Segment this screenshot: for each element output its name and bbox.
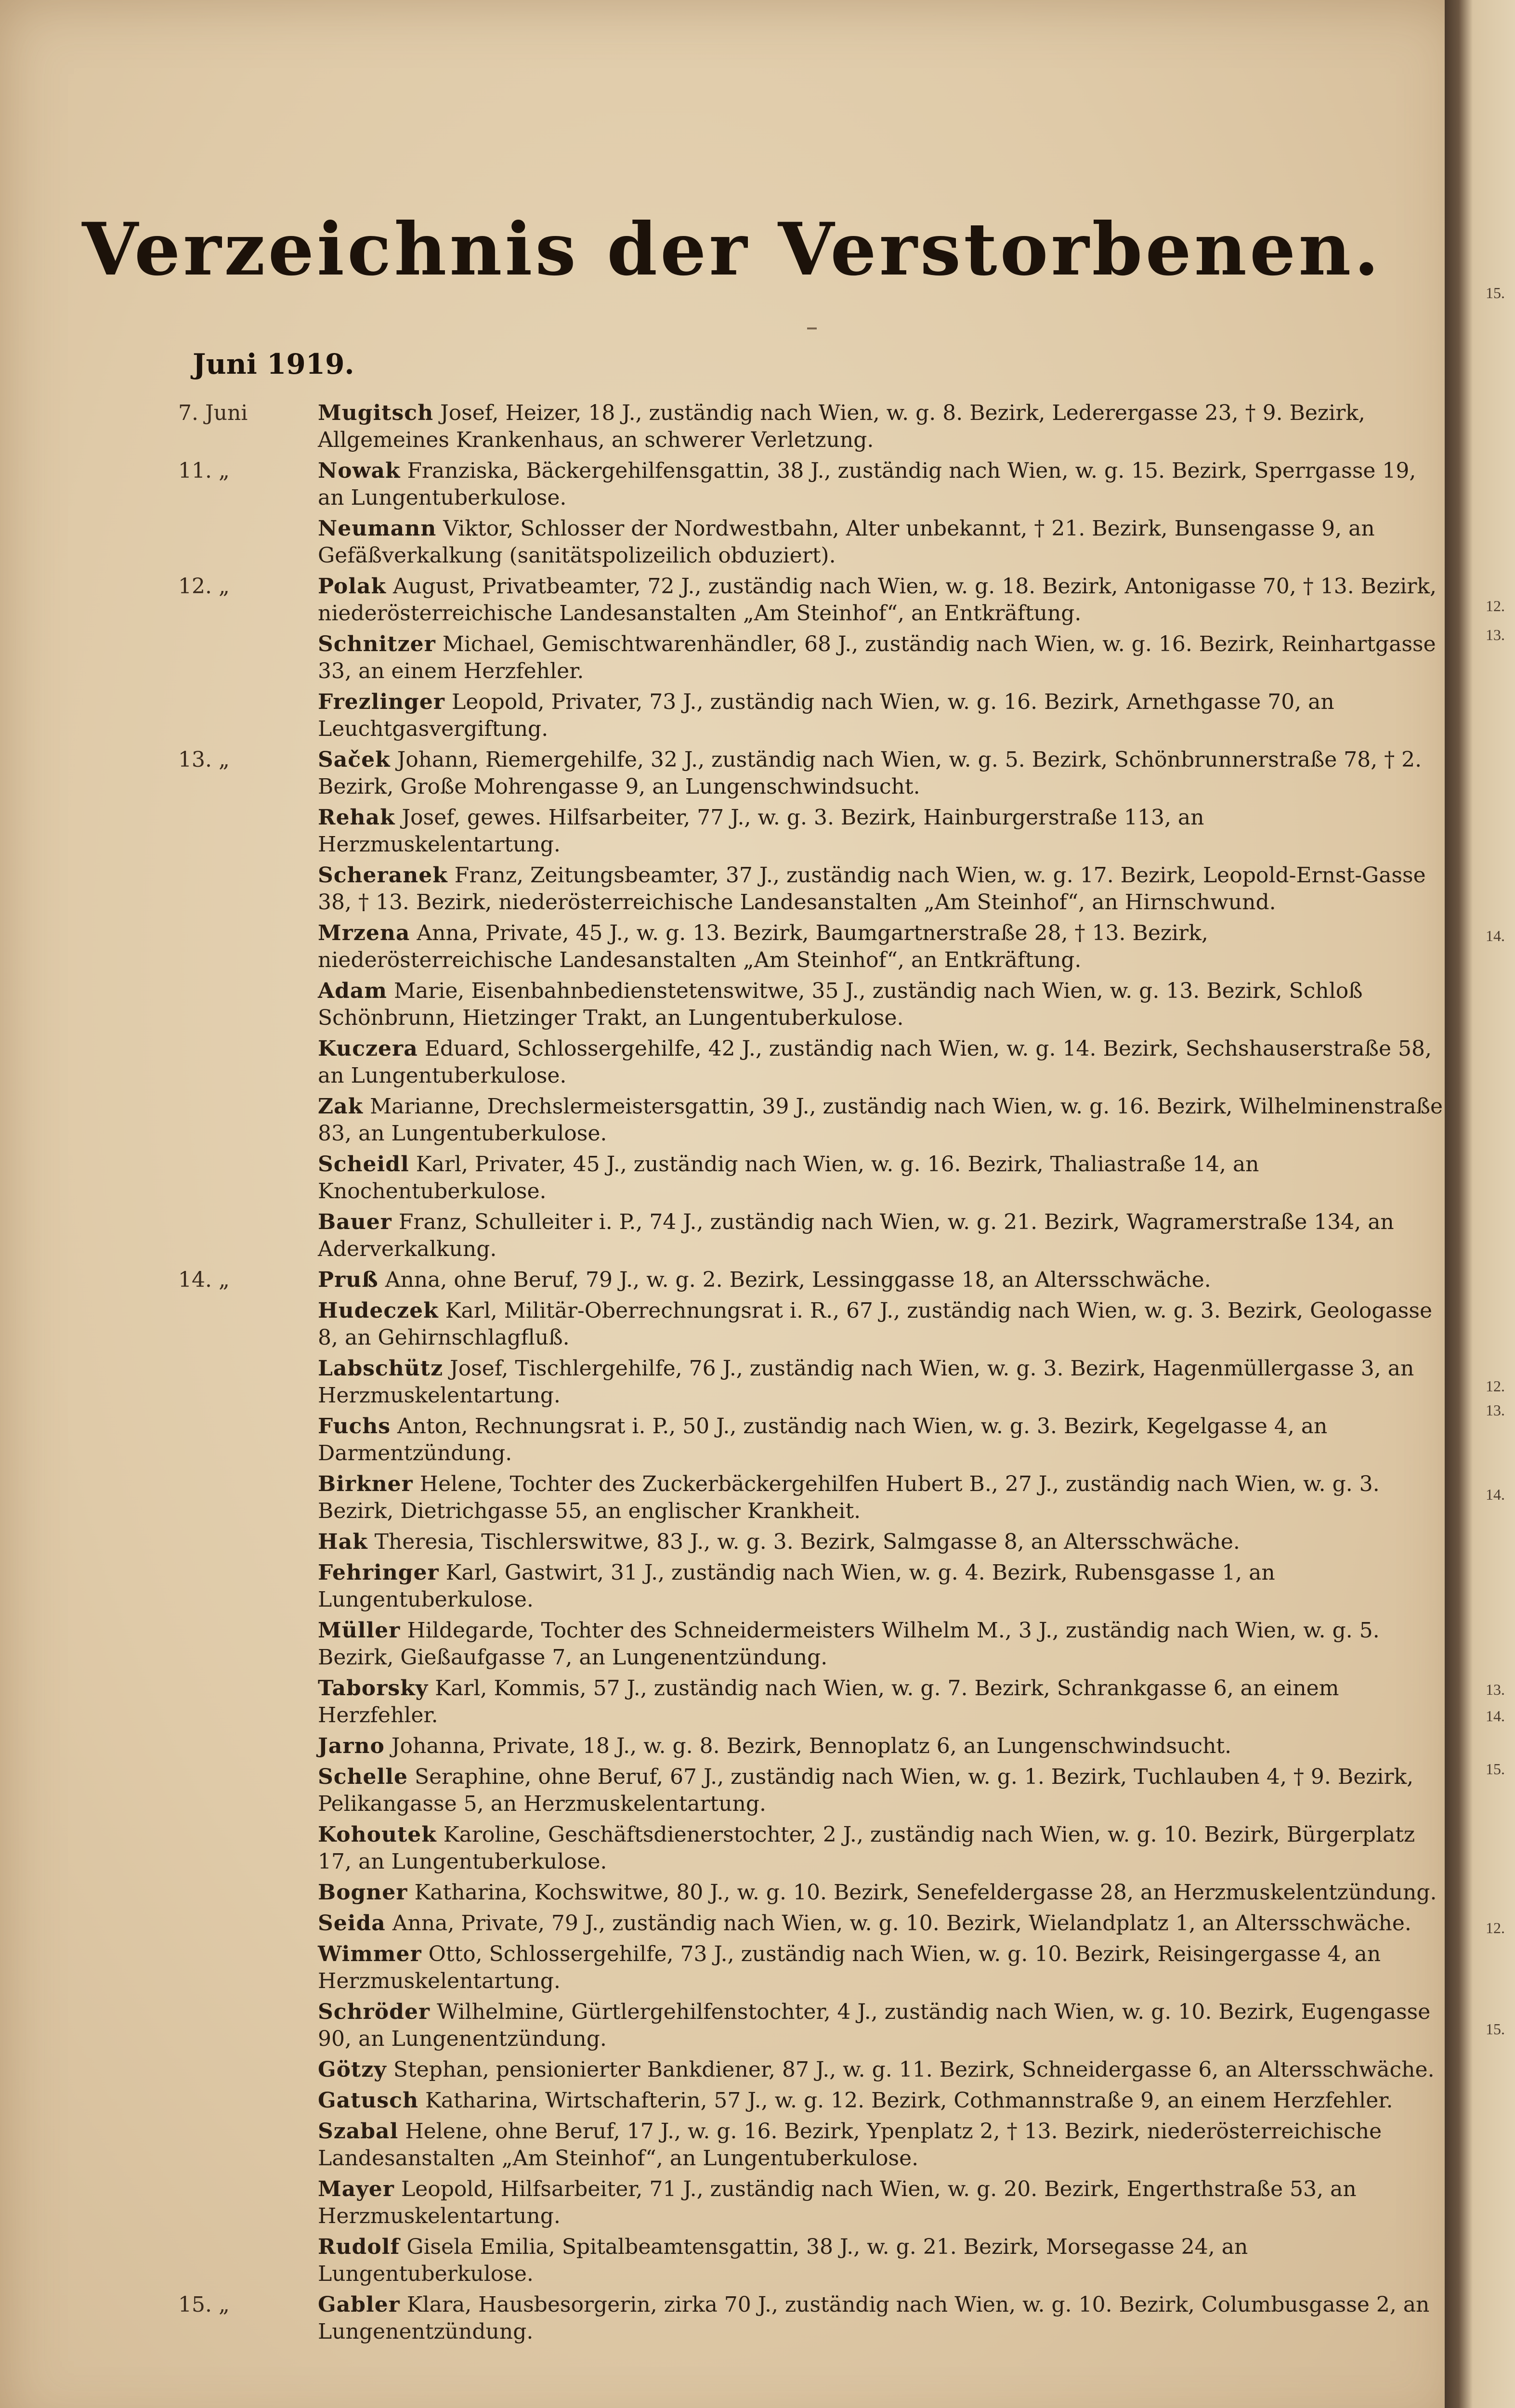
entry-date: 7. Juni [178,401,248,425]
list-item [178,746,1450,800]
entry-details: Theresia, Tischlerswitwe, 83 J., w. g. 3. Bezirk, Salmgasse 8, an Altersschwäche. [374,1530,1240,1554]
entry-body [318,1764,1445,1818]
list-item [178,1297,1450,1351]
entry-body [318,1151,1445,1205]
deceased-surname: Schelle [318,1765,408,1789]
list-item [178,515,1450,569]
deceased-surname: Jarno [318,1734,385,1758]
entry-body [318,2234,1445,2288]
deceased-surname: Müller [318,1618,401,1643]
deceased-surname: Taborsky [318,1676,429,1701]
adjacent-page-number: 14. [1486,1707,1505,1725]
list-item [178,1471,1450,1525]
month-heading: Juni 1919. [193,348,354,380]
entry-date: 11. „ [178,458,230,483]
entry-details: Johanna, Private, 18 J., w. g. 8. Bezirk, Bennoplatz 6, an Lungenschwindsucht. [391,1734,1232,1758]
entry-details: Josef, Tischlergehilfe, 76 J., zuständig nach Wien, w. g. 3. Bezirk, Hagenmüllergasse 3, an Herzmuskelentartung. [318,1356,1414,1408]
entry-body [318,1821,1445,1875]
entry-body [318,1297,1445,1351]
list-item [178,2056,1450,2083]
deceased-surname: Szabal [318,2119,399,2144]
entry-details: Hildegarde, Tochter des Schneidermeisters Wilhelm M., 3 J., zuständig nach Wien, w. g. 5. Bezirk, Gießaufgasse 7, an Lungenentzündung. [318,1618,1380,1670]
list-item [178,400,1450,454]
deceased-surname: Mrzena [318,921,410,945]
list-item [178,1151,1450,1205]
deceased-surname: Kuczera [318,1036,418,1061]
entry-details: Viktor, Schlosser der Nordwestbahn, Alter unbekannt, † 21. Bezirk, Bunsengasse 9, an Gefäßverkalkung (sanitätspolizeilich obduziert). [318,516,1375,568]
entry-body [318,1910,1445,1937]
entry-date: 13. „ [178,747,230,772]
adjacent-page-number: 12. [1486,1919,1505,1937]
adjacent-page-number: 15. [1486,2020,1505,2038]
adjacent-page-number: 12. [1486,1377,1505,1395]
entry-details: Otto, Schlossergehilfe, 73 J., zuständig nach Wien, w. g. 10. Bezirk, Reisingergasse 4, an Herzmuskelentartung. [318,1942,1381,1993]
deceased-surname: Fuchs [318,1414,391,1439]
entry-details: Franz, Schulleiter i. P., 74 J., zuständig nach Wien, w. g. 21. Bezirk, Wagramerstraße 134, an Aderverkalkung. [318,1210,1394,1261]
list-item [178,573,1450,627]
entry-body [318,2056,1445,2083]
deceased-surname: Rudolf [318,2235,400,2259]
entry-body [318,631,1445,685]
list-item [178,1941,1450,1995]
entry-body [318,1267,1445,1294]
list-item [178,1209,1450,1263]
entry-details: Anna, ohne Beruf, 79 J., w. g. 2. Bezirk, Lessinggasse 18, an Altersschwäche. [385,1268,1211,1292]
deceased-surname: Mugitsch [318,401,434,425]
deceased-surname: Rehak [318,805,395,830]
entry-body [318,804,1445,858]
entry-body [318,1879,1445,1906]
deceased-surname: Hak [318,1530,368,1554]
deceased-surname: Nowak [318,458,401,483]
entry-body [318,1733,1445,1760]
entry-body [318,1999,1445,2053]
list-item [178,2176,1450,2230]
adjacent-page-number: 13. [1486,1681,1505,1698]
adjacent-page-number: 14. [1486,1486,1505,1503]
entry-body [318,1413,1445,1467]
entry-details: Marie, Eisenbahnbedienstetenswitwe, 35 J., zuständig nach Wien, w. g. 13. Bezirk, Schloß Schönbrunn, Hietzinger Trakt, an Lungentuberkulose. [318,979,1363,1030]
deceased-surname: Polak [318,574,386,599]
deceased-surname: Hudeczek [318,1298,439,1323]
adjacent-page-edge [1445,0,1515,2408]
adjacent-page-number: 13. [1486,626,1505,643]
list-item [178,1559,1450,1613]
title-dash [807,327,817,329]
entry-details: Seraphine, ohne Beruf, 67 J., zuständig nach Wien, w. g. 1. Bezirk, Tuchlauben 4, † 9. Bezirk, Pelikangasse 5, an Herzmuskelentartung. [318,1765,1414,1816]
entry-body [318,2291,1445,2345]
list-item [178,1093,1450,1147]
deceased-surname: Fehringer [318,1560,439,1585]
deceased-surname: Gatusch [318,2088,418,2113]
entry-body [318,862,1445,916]
death-register-list [178,400,1450,2349]
page-title: Verzeichnis der Verstorbenen. [82,207,1382,292]
entry-details: Anna, Private, 79 J., zuständig nach Wien, w. g. 10. Bezirk, Wielandplatz 1, an Altersschwäche. [392,1911,1411,1936]
entry-details: Franziska, Bäckergehilfensgattin, 38 J., zuständig nach Wien, w. g. 15. Bezirk, Sperrgasse 19, an Lungentuberkulose. [318,458,1416,510]
list-item [178,1035,1450,1089]
entry-body [318,920,1445,974]
list-item [178,978,1450,1032]
entry-body [318,1035,1445,1089]
list-item [178,2087,1450,2114]
entry-details: Katharina, Kochswitwe, 80 J., w. g. 10. Bezirk, Senefeldergasse 28, an Herzmuskelentzündung. [414,1880,1437,1905]
list-item [178,804,1450,858]
adjacent-page-number: 12. [1486,597,1505,615]
list-item [178,1413,1450,1467]
list-item [178,1267,1450,1294]
deceased-surname: Pruß [318,1268,379,1292]
entry-details: Katharina, Wirtschafterin, 57 J., w. g. 12. Bezirk, Cothmannstraße 9, an einem Herzfehler. [425,2088,1393,2113]
list-item [178,2118,1450,2172]
adjacent-page-number: 15. [1486,1760,1505,1778]
entry-details: Gisela Emilia, Spitalbeamtensgattin, 38 J., w. g. 21. Bezirk, Morsegasse 24, an Lungentuberkulose. [318,2235,1248,2286]
deceased-surname: Birkner [318,1472,413,1496]
entry-body [318,1209,1445,1263]
adjacent-page-number: 15. [1486,284,1505,301]
deceased-surname: Mayer [318,2177,394,2201]
entry-body [318,1529,1445,1556]
entry-body [318,1559,1445,1613]
deceased-surname: Neumann [318,516,437,541]
deceased-surname: Bauer [318,1210,392,1234]
deceased-surname: Saček [318,747,391,772]
deceased-surname: Wimmer [318,1942,422,1966]
entry-details: Franz, Zeitungsbeamter, 37 J., zuständig nach Wien, w. g. 17. Bezirk, Leopold-Ernst-Gasse 38, † 13. Bezirk, niederösterreichische Landesanstalten „Am Steinhof“, an Hirnschwund. [318,863,1426,915]
list-item [178,1675,1450,1729]
deceased-surname: Kohoutek [318,1822,437,1847]
entry-body [318,2176,1445,2230]
entry-details: Helene, ohne Beruf, 17 J., w. g. 16. Bezirk, Ypenplatz 2, † 13. Bezirk, niederösterreichische Landesanstalten „Am Steinhof“, an Lungentuberkulose. [318,2119,1382,2171]
entry-body [318,1355,1445,1409]
entry-body [318,573,1445,627]
list-item [178,920,1450,974]
deceased-surname: Bogner [318,1880,408,1905]
entry-body [318,2118,1445,2172]
list-item [178,1910,1450,1937]
entry-body [318,746,1445,800]
entry-details: Karoline, Geschäftsdienerstochter, 2 J., zuständig nach Wien, w. g. 10. Bezirk, Bürgerplatz 17, an Lungentuberkulose. [318,1822,1415,1874]
list-item [178,1764,1450,1818]
entry-details: Leopold, Privater, 73 J., zuständig nach Wien, w. g. 16. Bezirk, Arnethgasse 70, an Leuchtgasvergiftung. [318,690,1334,741]
entry-body [318,978,1445,1032]
list-item [178,1733,1450,1760]
entry-body [318,515,1445,569]
entry-details: Karl, Gastwirt, 31 J., zuständig nach Wien, w. g. 4. Bezirk, Rubensgasse 1, an Lungentuberkulose. [318,1560,1275,1612]
list-item [178,2234,1450,2288]
entry-details: Leopold, Hilfsarbeiter, 71 J., zuständig nach Wien, w. g. 20. Bezirk, Engerthstraße 53, an Herzmuskelentartung. [318,2177,1357,2228]
deceased-surname: Götzy [318,2057,387,2082]
entry-details: Johann, Riemergehilfe, 32 J., zuständig nach Wien, w. g. 5. Bezirk, Schönbrunnerstraße 78, † 2. Bezirk, Große Mohrengasse 9, an Lungenschwindsucht. [318,747,1422,799]
entry-body [318,689,1445,743]
entry-body [318,1093,1445,1147]
list-item [178,1999,1450,2053]
list-item [178,1529,1450,1556]
list-item [178,1879,1450,1906]
deceased-surname: Gabler [318,2292,400,2317]
deceased-surname: Labschütz [318,1356,444,1381]
entry-details: Anna, Private, 45 J., w. g. 13. Bezirk, Baumgartnerstraße 28, † 13. Bezirk, niederösterreichische Landesanstalten „Am Steinhof“, an Entkräftung. [318,921,1208,972]
adjacent-page-number: 14. [1486,927,1505,944]
entry-details: Michael, Gemischtwarenhändler, 68 J., zuständig nach Wien, w. g. 16. Bezirk, Reinhartgasse 33, an einem Herzfehler. [318,632,1436,683]
entry-details: August, Privatbeamter, 72 J., zuständig nach Wien, w. g. 18. Bezirk, Antonigasse 70, † 13. Bezirk, niederösterreichische Landesanstalten „Am Steinhof“, an Entkräftung. [318,574,1437,626]
deceased-surname: Schnitzer [318,632,436,656]
entry-body [318,1471,1445,1525]
list-item [178,458,1450,511]
entry-details: Karl, Militär-Oberrechnungsrat i. R., 67 J., zuständig nach Wien, w. g. 3. Bezirk, Geologasse 8, an Gehirnschlagfluß. [318,1298,1433,1350]
list-item [178,631,1450,685]
list-item [178,1821,1450,1875]
entry-details: Karl, Kommis, 57 J., zuständig nach Wien, w. g. 7. Bezirk, Schrankgasse 6, an einem Herzfehler. [318,1676,1339,1727]
entry-details: Helene, Tochter des Zuckerbäckergehilfen Hubert B., 27 J., zuständig nach Wien, w. g. 3. Bezirk, Dietrichgasse 55, an englischer Krankheit. [318,1472,1380,1523]
entry-date: 12. „ [178,574,230,599]
entry-details: Karl, Privater, 45 J., zuständig nach Wien, w. g. 16. Bezirk, Thaliastraße 14, an Knochentuberkulose. [318,1152,1259,1204]
entry-details: Anton, Rechnungsrat i. P., 50 J., zuständig nach Wien, w. g. 3. Bezirk, Kegelgasse 4, an Darmentzündung. [318,1414,1328,1466]
entry-body [318,1675,1445,1729]
list-item [178,2291,1450,2345]
entry-details: Marianne, Drechslermeistersgattin, 39 J., zuständig nach Wien, w. g. 16. Bezirk, Wilhelminenstraße 83, an Lungentuberkulose. [318,1094,1443,1146]
deceased-surname: Seida [318,1911,386,1936]
entry-details: Stephan, pensionierter Bankdiener, 87 J., w. g. 11. Bezirk, Schneidergasse 6, an Altersschwäche. [393,2057,1435,2082]
deceased-surname: Adam [318,979,387,1003]
list-item [178,1355,1450,1409]
list-item [178,1617,1450,1671]
deceased-surname: Scheranek [318,863,448,888]
entry-date: 14. „ [178,1268,230,1292]
list-item [178,689,1450,743]
deceased-surname: Schröder [318,2000,431,2024]
adjacent-page-number: 13. [1486,1401,1505,1419]
deceased-surname: Frezlinger [318,690,445,714]
entry-body [318,458,1445,511]
entry-body [318,2087,1445,2114]
entry-details: Josef, gewes. Hilfsarbeiter, 77 J., w. g. 3. Bezirk, Hainburgerstraße 113, an Herzmuskelentartung. [318,805,1204,857]
entry-details: Klara, Hausbesorgerin, zirka 70 J., zuständig nach Wien, w. g. 10. Bezirk, Columbusgasse 2, an Lungenentzündung. [318,2292,1430,2344]
entry-details: Josef, Heizer, 18 J., zuständig nach Wien, w. g. 8. Bezirk, Lederergasse 23, † 9. Bezirk, Allgemeines Krankenhaus, an schwerer Verletzung. [318,401,1365,452]
entry-details: Wilhelmine, Gürtlergehilfenstochter, 4 J., zuständig nach Wien, w. g. 10. Bezirk, Eugengasse 90, an Lungenentzündung. [318,2000,1431,2051]
entry-body [318,1941,1445,1995]
deceased-surname: Zak [318,1094,364,1119]
entry-date: 15. „ [178,2292,230,2317]
entry-body [318,1617,1445,1671]
entry-details: Eduard, Schlossergehilfe, 42 J., zuständig nach Wien, w. g. 14. Bezirk, Sechshauserstraße 58, an Lungentuberkulose. [318,1036,1432,1088]
list-item [178,862,1450,916]
deceased-surname: Scheidl [318,1152,409,1177]
entry-body [318,400,1445,454]
